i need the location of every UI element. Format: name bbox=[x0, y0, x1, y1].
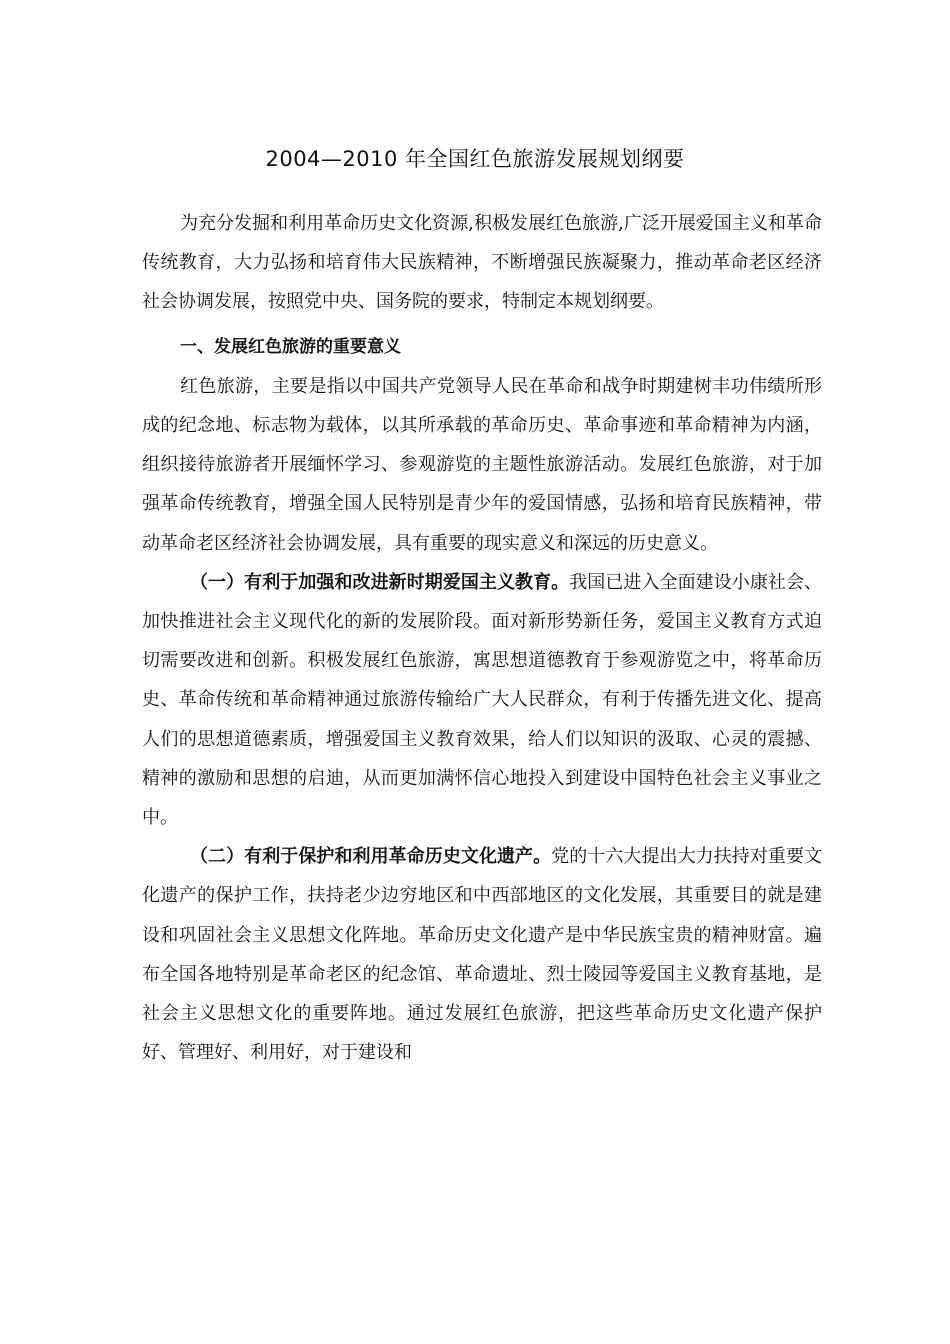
point-one-paragraph bbox=[142, 563, 822, 837]
document-body bbox=[142, 204, 822, 1072]
point-two-text: 党的十六大提出大力扶持对重要文化遗产的保护工作，扶持老少边穷地区和中西部地区的文化发展，其重要目的就是建设和巩固社会主义思想文化阵地。革命历史文化遗产是中华民族宝贵的精神财富。遍布全国各地特别是革命老区的纪念馆、革命遗址、烈士陵园等爱国主义教育基地，是社会主义思想文化的重要阵地。通过发展红色旅游，把这些革命历史文化遗产保护好、管理好、利用好，对于建设和 bbox=[142, 846, 823, 1064]
document-title: 2004—2010 年全国红色旅游发展规划纲要 bbox=[265, 147, 685, 171]
intro-paragraph: 为充分发掘和利用革命历史文化资源,积极发展红色旅游,广泛开展爱国主义和革命传统教育，大力弘扬和培育伟大民族精神，不断增强民族凝聚力，推动革命老区经济社会协调发展，按照党中央、国务院的要求，特制定本规划纲要。 bbox=[142, 213, 822, 313]
section-heading: 一、发展红色旅游的重要意义 bbox=[180, 336, 401, 357]
section-paragraph: 红色旅游，主要是指以中国共产党领导人民在革命和战争时期建树丰功伟绩所形成的纪念地、标志物为载体，以其所承载的革命历史、革命事迹和革命精神为内涵，组织接待旅游者开展缅怀学习、参观游览的主题性旅游活动。发展红色旅游，对于加强革命传统教育，增强全国人民特别是青少年的爱国情感，弘扬和培育民族精神，带动革命老区经济社会协调发展，具有重要的现实意义和深远的历史意义。 bbox=[142, 375, 822, 554]
point-two-paragraph bbox=[142, 837, 822, 1072]
point-one-text: 我国已进入全面建设小康社会、加快推进社会主义现代化的新的发展阶段。面对新形势新任务，爱国主义教育方式迫切需要改进和创新。积极发展红色旅游，寓思想道德教育于参观游览之中，将革命历史、革命传统和革命精神通过旅游传输给广大人民群众，有利于传播先进文化、提高人们的思想道德素质，增强爱国主义教育效果，给人们以知识的汲取、心灵的震撼、精神的激励和思想的启迪，从而更加满怀信心地投入到建设中国特色社会主义事业之中。 bbox=[142, 571, 822, 829]
point-one-lead: （一）有利于加强和改进新时期爱国主义教育。 bbox=[190, 571, 570, 593]
point-two-lead: （二）有利于保护和利用革命历史文化遗产。 bbox=[190, 846, 552, 868]
